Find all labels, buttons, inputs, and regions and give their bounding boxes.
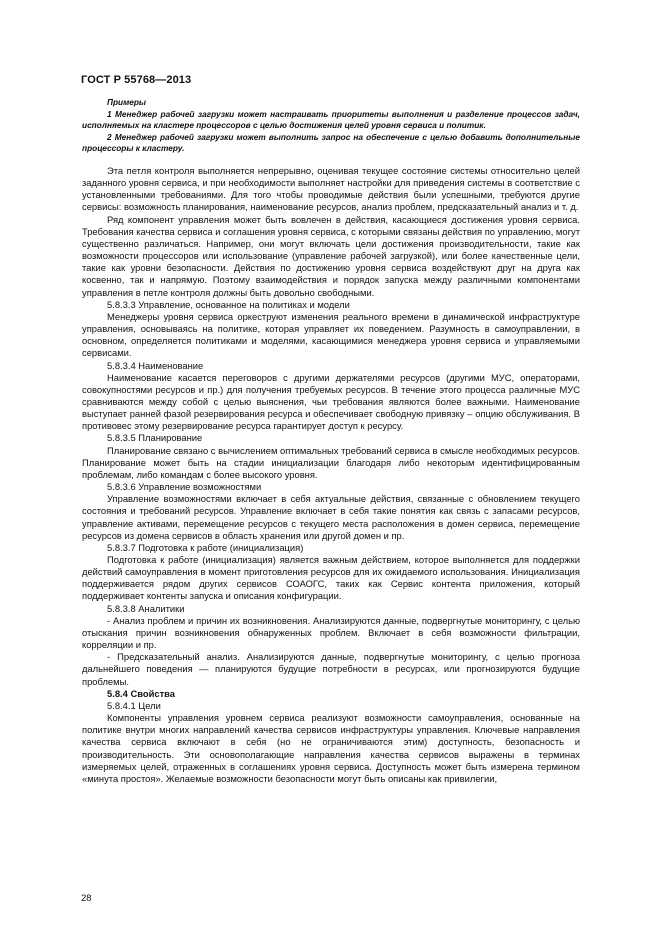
- paragraph: Эта петля контроля выполняется непрерывно, оценивая текущее состояние системы относительно целей заданного уровня сервиса, и при необходимости выполняет настройки для приведения системы в соответствие с установленными требованиями. Для того чтобы проводимые действия были успешными, требуются другие сервисы: возможность планирования, наименование ресурсов, анализ проблем, предсказательный анализ и т. д.: [82, 165, 580, 213]
- example-item: 1 Менеджер рабочей загрузки может настраивать приоритеты выполнения и разделение процессов задач, исполняемых на кластере процессоров с целью достижения целей уровня сервиса и политик.: [82, 108, 580, 130]
- paragraph: Ряд компонент управления может быть вовлечен в действия, касающиеся достижения уровня сервиса. Требования качества сервиса и соглашения уровня сервиса, с которыми связаны действия по управлению, могут существенно различаться. Например, они могут включать цели достижения производительности, такие как возможности процессоров или использование (управление рабочей загрузкой), или более качественные цели, такие как уровни безопасности. Действия по достижению уровня сервиса воздействуют друг на друга как косвенно, так и напрямую. Поэтому взаимодействия и порядок запуска между различными компонентами управления в петле контроля должны быть довольно свободными.: [82, 213, 580, 298]
- examples-title: Примеры: [107, 97, 147, 107]
- section-heading: 5.8.3.5 Планирование: [107, 432, 203, 444]
- body-text: [82, 165, 580, 785]
- section-heading: 5.8.3.4 Наименование: [107, 359, 204, 371]
- paragraph: Компоненты управления уровнем сервиса реализуют возможности самоуправления, основанные на политике внутри многих направлений качества сервисов инфраструктуры управления. Ключевые направления качества сервиса включают в себя (но не ограничиваются этим) доступность, безопасность и производительность. Эти основополагающие направления качества сервисов выражены в терминах измеряемых целей, отраженных в соглашениях уровня сервиса. Доступность может быть измерена термином «минута простоя». Желаемые возможности безопасности могут быть описаны как привилегии,: [82, 712, 580, 784]
- paragraph: Планирование связано с вычислением оптимальных требований сервиса в смысле необходимых ресурсов. Планирование может быть на стадии инициализации благодаря либо некоторым идентифицированным проблемам, либо командам с более высокого уровня.: [82, 444, 580, 480]
- section-heading: 5.8.3.6 Управление возможностями: [107, 481, 262, 493]
- section-heading: 5.8.3.7 Подготовка к работе (инициализация): [107, 541, 304, 553]
- section-heading: 5.8.4.1 Цели: [107, 699, 161, 711]
- section-heading-bold: 5.8.4 Свойства: [107, 687, 176, 699]
- list-item: - Анализ проблем и причин их возникновения. Анализируются данные, подвергнутые мониторингу, с целью отыскания причин возникновения обнаруженных проблем. Включает в себя возможности фильтрации, корреляции и пр.: [82, 614, 580, 651]
- paragraph: Наименование касается переговоров с другими держателями ресурсов (другими МУС, операторами, совокупностями ресурсов и пр.) для получения требуемых ресурсов. В течение этого процесса различные МУС сравниваются между собой с целью выяснения, чьи требования являются более важными. Наименование выступает ранней фазой резервирования ресурса и обеспечивает свободную привязку – опцию обслуживания. В противовес этому резервирование ресурса гарантирует доступ к ресурсу.: [82, 371, 580, 432]
- paragraph: Управление возможностями включает в себя актуальные действия, связанные с обновлением текущего состояния и требований ресурсов. Управление включает в себя такие понятия как связь с запасами ресурсов, управление активами, перемещение ресурсов с текущего места расположения в домен сервиса, перемещение ресурсов из домена сервисов в область хранения или другой домен и пр.: [82, 493, 580, 541]
- page-number: 28: [81, 893, 92, 904]
- paragraph: Подготовка к работе (инициализация) является важным действием, которое выполняется для поддержки действий самоуправления в момент приготовления ресурсов для их ожидаемого использования. Инициализация поддерживается рядом других сервисов СОАОГС, таких как Сервис контента приложения, который поддерживает контенты запуска и описания конфигурации.: [82, 554, 580, 602]
- document-header: ГОСТ Р 55768—2013: [81, 74, 192, 86]
- section-heading: 5.8.3.8 Аналитики: [107, 602, 185, 614]
- section-heading: 5.8.3.3 Управление, основанное на политиках и модели: [107, 298, 350, 310]
- paragraph: Менеджеры уровня сервиса оркеструют изменения реального времени в динамической инфраструктуре управления, основываясь на политике, которая управляет их поведением. Разумность в самоуправлении, в основном, определяется политиками и моделями, касающимися менеджера уровня сервиса и управляемыми сервисами.: [82, 310, 580, 359]
- examples-note: [82, 97, 580, 155]
- example-item: 2 Менеджер рабочей загрузки может выполнить запрос на обеспечение с целью добавить дополнительные процессоры к кластеру.: [82, 131, 580, 153]
- list-item: - Предсказательный анализ. Анализируются данные, подвергнутые мониторингу, с целью прогноза дальнейшего поведения — планируются будущие потребности в ресурсах, или прогнозируются будущие проблемы.: [82, 651, 580, 687]
